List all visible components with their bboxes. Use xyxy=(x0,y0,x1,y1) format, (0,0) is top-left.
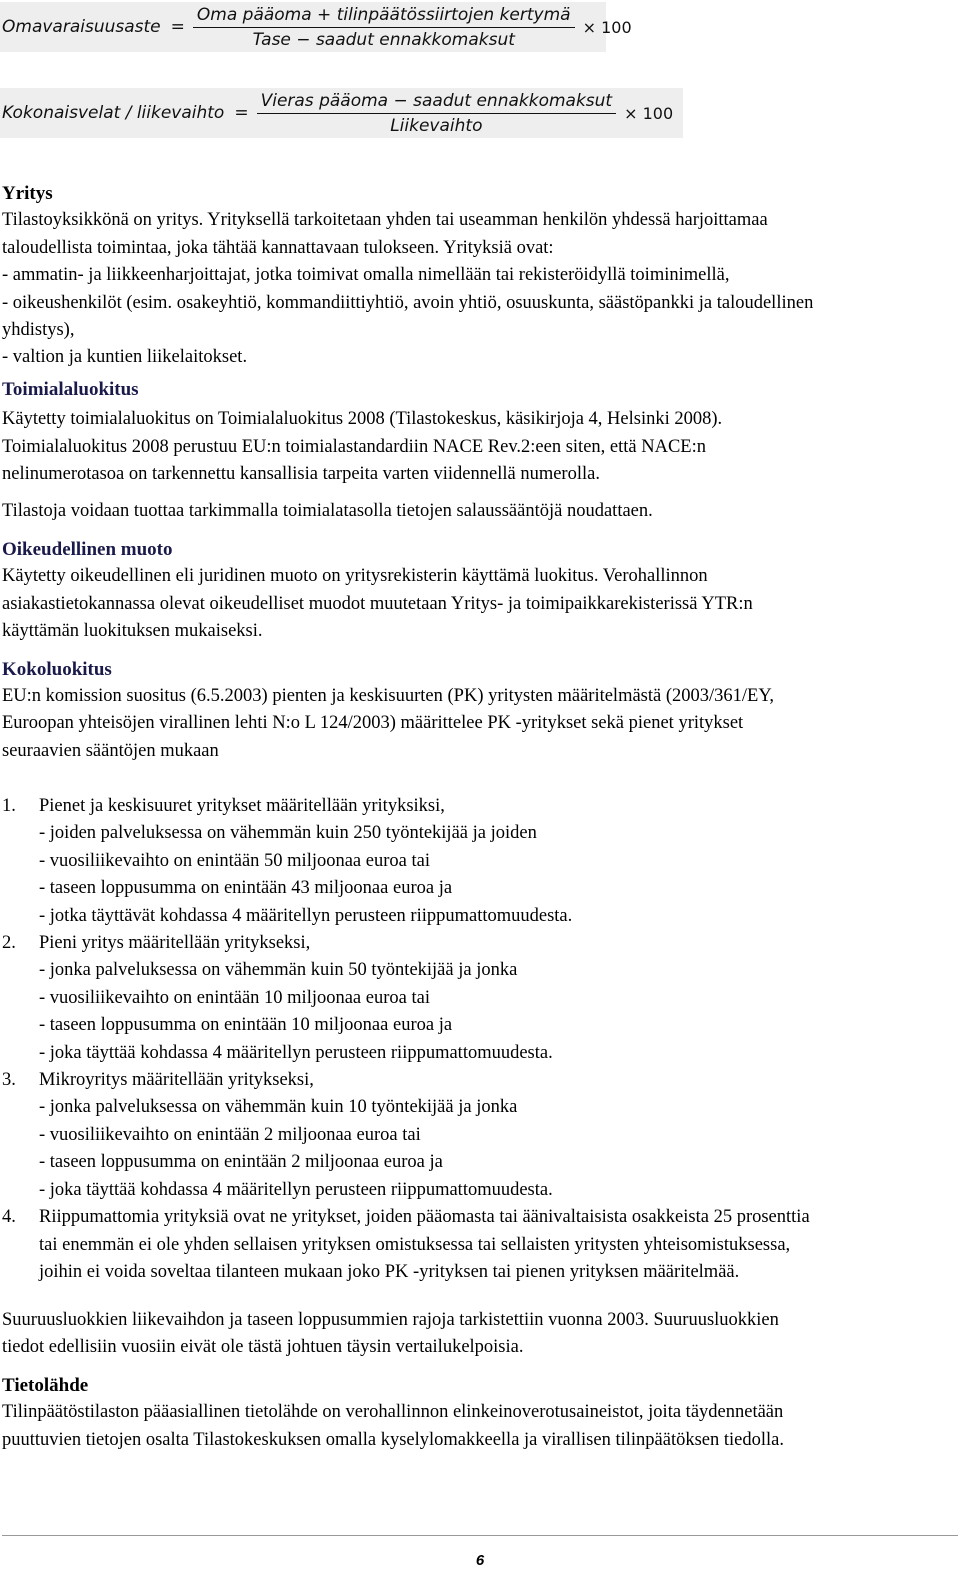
text-line: käyttämän luokituksen mukaiseksi. xyxy=(2,621,263,642)
list-line: Mikroyritys määritellään yritykseksi, xyxy=(39,1070,314,1091)
formula-fraction xyxy=(257,91,617,136)
list-line: - joka täyttää kohdassa 4 määritellyn perusteen riippumattomuudesta. xyxy=(39,1042,553,1063)
text-line: taloudellista toimintaa, joka tähtää kannattavaan tulokseen. Yrityksiä ovat: xyxy=(2,237,554,258)
list-line: Pieni yritys määritellään yritykseksi, xyxy=(39,933,311,954)
list-number: 4. xyxy=(2,1207,16,1228)
formula-multiplier: × 100 xyxy=(582,17,632,37)
text-line: Tilastoyksikkönä on yritys. Yrityksellä tarkoitetaan yhden tai useamman henkilön yhdessä harjoittamaa xyxy=(2,210,768,231)
heading-kokoluokitus: Kokoluokitus xyxy=(2,658,112,680)
page-number: 6 xyxy=(475,1552,485,1569)
list-number: 3. xyxy=(2,1070,16,1091)
heading-yritys: Yritys xyxy=(2,183,53,204)
formula-omavaraisuusaste xyxy=(0,2,632,52)
formula-fraction xyxy=(193,5,575,50)
text-line: yhdistys), xyxy=(2,320,75,341)
list-line: Riippumattomia yrityksiä ovat ne yritykset, joiden pääomasta tai äänivaltaisista osakkeista 25 prosenttia xyxy=(39,1207,810,1228)
list-number: 2. xyxy=(2,933,16,954)
text-line: Suuruusluokkien liikevaihdon ja taseen loppusummien rajoja tarkistettiin vuonna 2003. Suuruusluokkien xyxy=(2,1310,779,1330)
heading-oikeudellinen-muoto: Oikeudellinen muoto xyxy=(2,538,173,560)
text-line: - ammatin- ja liikkeenharjoittajat, jotka toimivat omalla nimellään tai rekisteröidyllä toiminimellä, xyxy=(2,265,730,286)
list-item xyxy=(2,1204,958,1286)
size-class-list xyxy=(2,793,958,1286)
formula-denominator: Tase − saadut ennakkomaksut xyxy=(252,29,515,50)
text-line: asiakastietokannassa olevat oikeudelliset muodot muutetaan Yritys- ja toimipaikkarekisterissä YTR:n xyxy=(2,593,753,614)
formula-label: Kokonaisvelat / liikevaihto xyxy=(2,103,225,123)
list-item xyxy=(2,793,958,930)
text-line: Käytetty oikeudellinen eli juridinen muoto on yritysrekisterin käyttämä luokitus. Verohallinnon xyxy=(2,566,708,587)
list-line: - jonka palveluksessa on vähemmän kuin 10 työntekijää ja jonka xyxy=(39,1097,518,1118)
formula-equals: = xyxy=(170,17,185,37)
text-line: Euroopan yhteisöjen virallinen lehti N:o L 124/2003) määrittelee PK -yritykset sekä pienet yritykset xyxy=(2,713,744,734)
formula-label: Omavaraisuusaste xyxy=(2,17,161,37)
formula-multiplier: × 100 xyxy=(624,103,674,123)
list-line: - taseen loppusumma on enintään 43 miljoonaa euroa ja xyxy=(39,878,453,899)
list-line: - jonka palveluksessa on vähemmän kuin 50 työntekijää ja jonka xyxy=(39,960,518,981)
text-line: tiedot edellisiin vuosiin eivät ole tästä johtuen täysin vertailukelpoisia. xyxy=(2,1337,524,1358)
list-line: - vuosiliikevaihto on enintään 2 miljoonaa euroa tai xyxy=(39,1124,421,1145)
text-line: EU:n komission suositus (6.5.2003) pienten ja keskisuurten (PK) yritysten määritelmästä (2003/361/EY, xyxy=(2,685,774,706)
footer-divider xyxy=(2,1535,958,1536)
main-text xyxy=(2,180,958,765)
list-item xyxy=(2,1067,958,1204)
text-line: Käytetty toimialaluokitus on Toimialaluokitus 2008 (Tilastokeskus, käsikirjoja 4, Helsinki 2008). xyxy=(2,409,723,430)
list-number: 1. xyxy=(2,796,16,816)
text-line: - valtion ja kuntien liikelaitokset. xyxy=(2,347,248,368)
list-line: - vuosiliikevaihto on enintään 10 miljoonaa euroa tai xyxy=(39,987,430,1008)
list-line: - joiden palveluksessa on vähemmän kuin 250 työntekijää ja joiden xyxy=(39,823,537,844)
list-line: - vuosiliikevaihto on enintään 50 miljoonaa euroa tai xyxy=(39,850,430,871)
list-line: - joka täyttää kohdassa 4 määritellyn perusteen riippumattomuudesta. xyxy=(39,1179,553,1200)
list-line: joihin ei voida soveltaa tilanteen mukaan joko PK -yrityksen tai pienen yrityksen määritelmää. xyxy=(39,1261,740,1282)
text-line: Tilinpäätöstilaston pääasiallinen tietolähde on verohallinnon elinkeinoverotusaineistot, joita täydennetään xyxy=(2,1402,784,1423)
formula-equals: = xyxy=(234,103,249,123)
list-line: Pienet ja keskisuuret yritykset määritellään yrityksiksi, xyxy=(39,796,445,816)
text-line: puuttuvien tietojen osalta Tilastokeskuksen omalla kyselylomakkeella ja virallisen tilinpäätöksen tiedolla. xyxy=(2,1429,784,1450)
text-line: seuraavien sääntöjen mukaan xyxy=(2,740,219,761)
list-line: - taseen loppusumma on enintään 2 miljoonaa euroa ja xyxy=(39,1152,443,1173)
text-line: - oikeushenkilöt (esim. osakeyhtiö, kommandiittiyhtiö, avoin yhtiö, osuuskunta, säästöpankki ja taloudellinen xyxy=(2,292,814,313)
list-line: - jotka täyttävät kohdassa 4 määritellyn perusteen riippumattomuudesta. xyxy=(39,905,573,926)
heading-toimialaluokitus: Toimialaluokitus xyxy=(2,378,139,400)
formula-kokonaisvelat xyxy=(0,88,683,138)
closing-text xyxy=(2,1307,958,1454)
heading-tietolahde: Tietolähde xyxy=(2,1374,89,1396)
list-line: tai enemmän ei ole yhden sellaisen yrityksen omistuksessa tai sellaisten yritysten yhteisomistuksessa, xyxy=(39,1234,791,1255)
formula-numerator: Vieras pääoma − saadut ennakkomaksut xyxy=(257,91,617,114)
list-item xyxy=(2,930,958,1067)
text-line: Tilastoja voidaan tuottaa tarkimmalla toimialatasolla tietojen salaussääntöjä noudattaen. xyxy=(2,501,653,522)
formula-numerator: Oma pääoma + tilinpäätössiirtojen kertymä xyxy=(193,5,575,28)
list-line: - taseen loppusumma on enintään 10 miljoonaa euroa ja xyxy=(39,1015,453,1036)
text-line: nelinumerotasoa on tarkennettu kansallisia tarpeita varten viidennellä numerolla. xyxy=(2,464,600,485)
formula-denominator: Liikevaihto xyxy=(390,115,483,136)
text-line: Toimialaluokitus 2008 perustuu EU:n toimialastandardiin NACE Rev.2:een siten, että NACE:n xyxy=(2,436,706,457)
